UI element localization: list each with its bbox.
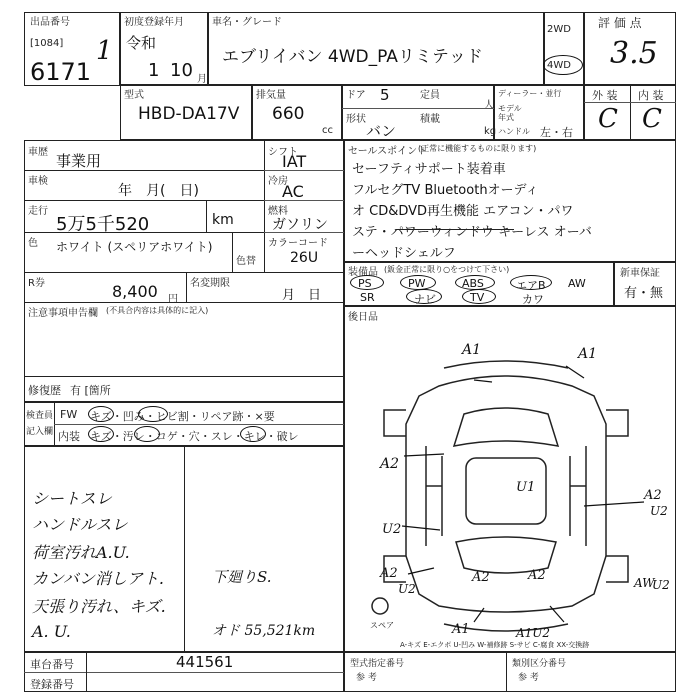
color-label: 色 [28, 238, 38, 249]
name-change-value: 月 日 [282, 288, 322, 303]
circle-ps [350, 275, 384, 290]
int-label: 内 装 [638, 89, 664, 102]
color-code-value: 26U [290, 250, 319, 266]
lot-mark: 1 [96, 36, 113, 66]
damage-mark: A2 [528, 568, 546, 583]
notes-line [24, 376, 344, 377]
circle-pw [400, 275, 436, 290]
mileage-label: 走行 [28, 206, 48, 217]
grade-divider [630, 84, 631, 140]
footer-divider [86, 652, 87, 692]
lot-label: 出品番号 [30, 17, 70, 28]
odo-note: オド 55,521km [212, 623, 316, 639]
door-unit: 人 [484, 100, 494, 111]
ext-label: 外 装 [592, 89, 618, 102]
type-label: 型式 [124, 90, 144, 101]
equip-kawa: カワ [522, 293, 544, 306]
notes-label: 注意事項申告欄 [28, 308, 98, 319]
int-circle-3 [240, 426, 266, 442]
damage-mark: U2 [652, 578, 670, 592]
color-code-label: カラーコード [268, 238, 328, 249]
footer-right-divider [506, 652, 507, 692]
form-label: 型式指定番号 [350, 659, 405, 669]
damage-mark: A2 [644, 488, 662, 503]
ac-line [264, 200, 344, 201]
color-divider [232, 232, 233, 272]
damage-legend: A-キズ E-エクボ U-凹み W-補修跡 S-サビ C-腐食 XX-交換跡 [400, 641, 590, 649]
lot-number: 6171 [30, 58, 92, 86]
name-change-label: 名変期限 [190, 278, 230, 289]
recycle-label: R券 [28, 278, 45, 289]
score-label: 評 価 点 [598, 16, 642, 30]
dealer-label: ディーラー・並行 [498, 89, 562, 98]
side-note: 下廻りS. [212, 568, 272, 586]
reg-month: 10 [170, 60, 193, 81]
equip-ps: PS [358, 277, 372, 290]
drive-4wd-circle [543, 55, 583, 75]
int-circle-2 [134, 426, 160, 442]
equip-sr: SR [360, 291, 375, 304]
equip-tv: TV [470, 291, 485, 304]
load-unit: kg [484, 126, 497, 137]
selling-points-sub: (正常に機能するものに限ります) [418, 144, 537, 153]
int-label-row: 内装 [58, 430, 80, 443]
body-label: 形状 [346, 114, 366, 125]
recycle-line [24, 302, 344, 303]
ext-grade: C [598, 104, 618, 134]
fw-circle-1 [88, 406, 114, 422]
fw-label: FW [60, 408, 78, 421]
equip-abs: ABS [462, 277, 484, 290]
door-divider [342, 108, 494, 109]
circle-abs [455, 275, 495, 290]
reg-era: 令和 [126, 34, 157, 52]
shift-value: IAT [282, 152, 307, 171]
usage-line [24, 170, 264, 171]
damage-mark: A2 [380, 566, 398, 581]
color-value: ホワイト (スペリアホワイト) [56, 240, 213, 254]
color-no-label: 色替 [236, 256, 256, 267]
class-ref: 参 考 [518, 673, 539, 683]
notes-sub: (不具合内容は具体的に記入) [106, 306, 209, 315]
history-label: 修復歴 [28, 384, 61, 397]
shift-line [264, 170, 344, 171]
damage-mark: U2 [382, 522, 402, 537]
equip-navi: ナビ [414, 293, 436, 306]
damage-mark: U1 [516, 480, 536, 495]
drive-2wd: 2WD [547, 24, 571, 35]
equip-aw: AW [568, 277, 586, 290]
damage-mark: A1 [452, 622, 470, 637]
ac-value: AC [282, 182, 304, 201]
usage-label: 車歴 [28, 147, 48, 158]
mileage-value: 5万5千520 [56, 214, 150, 235]
damage-mark: A1U2 [516, 626, 551, 640]
color-line [24, 272, 344, 273]
grade-hline [584, 102, 676, 103]
disp-value: 660 [272, 104, 305, 124]
model-year-label: モデル年式 [498, 104, 522, 122]
equip-airbag: エアB [516, 279, 546, 292]
fw-circle-2 [138, 406, 168, 422]
capacity-label: 定員 [420, 90, 440, 101]
reg-year: 1 [148, 60, 160, 81]
inspector-hline [54, 424, 344, 425]
damage-mark: AW [634, 576, 655, 590]
model-value: エブリイバン 4WD_PAリミテッド [222, 47, 483, 67]
equipment-label: 装備品 [348, 267, 378, 278]
diagram-label: 後日品 [348, 312, 378, 323]
selling-points-label: セールスポイント [348, 146, 428, 157]
int-circle-1 [88, 426, 114, 442]
damage-mark: U2 [650, 504, 668, 518]
damage-mark: A1 [462, 342, 482, 358]
notes-divider [184, 446, 185, 652]
selling-point-line: ーヘッドシェルフ [352, 246, 456, 261]
history-value: 有 [箇所 [70, 384, 111, 397]
equipment-sub: (鈑金正常に限り○をつけて下さい) [384, 265, 510, 274]
registration-label: 登録番号 [30, 678, 74, 691]
class-label: 類別区分番号 [512, 659, 567, 669]
equip-pw: PW [408, 277, 426, 290]
int-items: キズ・汚レ・コゲ・穴・スレ・キレ・破レ [90, 430, 299, 443]
shift-label: シフト [268, 147, 298, 158]
left-info-divider [264, 140, 265, 272]
footer-hline [24, 672, 344, 673]
model-label: 車名・グレード [212, 17, 282, 28]
selling-point-line: フルセグTV Bluetoothオーディ [352, 183, 539, 198]
chassis-value: 441561 [176, 653, 234, 671]
new-warranty-label: 新車保証 [620, 268, 660, 279]
selling-point-line: セーフティサポート装着車 [352, 162, 506, 177]
handwritten-note: シートスレ [32, 489, 112, 508]
circle-navi [406, 289, 442, 304]
selling-point-line: ステ・パワーウィンドウ キーレス オーバ [352, 225, 592, 240]
type-value: HBD-DA17V [138, 104, 240, 124]
fw-items: キズ・凹み・ヒビ割・リペア跡・×要 [90, 410, 275, 423]
handwritten-note: ハンドルスレ [32, 515, 128, 534]
recycle-value: 8,400 [112, 282, 158, 301]
new-warranty-value: 有・無 [624, 286, 664, 301]
strike-through [396, 229, 514, 230]
damage-mark: A2 [380, 456, 400, 472]
inspector-label-2: 記入欄 [26, 427, 54, 437]
body-value: バン [366, 122, 397, 140]
recycle-unit: 円 [168, 294, 178, 305]
damage-mark: U2 [398, 582, 416, 596]
mileage-unit: km [212, 212, 234, 228]
fuel-line [264, 232, 344, 233]
int-grade: C [642, 104, 662, 134]
fuel-value: ガソリン [272, 217, 328, 233]
circle-tv [462, 289, 496, 304]
ac-label: 冷房 [268, 176, 288, 187]
car-diagram [344, 306, 676, 652]
selling-point-line: オ CD&DVD再生機能 エアコン・パワ [352, 204, 574, 219]
mileage-divider [206, 200, 207, 232]
handwritten-note: 天張り汚れ、キズ. [32, 597, 166, 616]
inspector-label-1: 検査員 [26, 411, 54, 421]
damage-mark: A2 [472, 570, 490, 585]
handle-label: ハンドル [498, 127, 530, 136]
damage-mark: A1 [578, 346, 598, 362]
fuel-label: 燃料 [268, 206, 288, 217]
door-label: ドア [346, 90, 366, 101]
chassis-label: 車台番号 [30, 658, 74, 671]
handwritten-note: 荷室汚れA.U. [32, 543, 130, 562]
door-value: 5 [380, 86, 390, 104]
circle-airbag [510, 275, 552, 290]
mileage-line [24, 232, 264, 233]
form-ref: 参 考 [356, 673, 377, 683]
disp-unit: cc [322, 125, 333, 136]
drive-4wd: 4WD [547, 60, 571, 71]
inspect-label: 車検 [28, 176, 48, 187]
load-label: 積載 [420, 114, 440, 125]
disp-label: 排気量 [256, 90, 286, 101]
reg-label: 初度登録年月 [124, 17, 184, 28]
recycle-divider [186, 272, 187, 302]
usage-value: 事業用 [56, 152, 102, 170]
score-value: 3.5 [610, 36, 658, 71]
handwritten-note: カンバン消しアト. [32, 569, 164, 588]
handle-value: 左・右 [540, 126, 573, 139]
handwritten-note: A. U. [32, 622, 71, 641]
inspect-value: 年 月( 日) [118, 183, 199, 199]
spare-label: スペア [370, 621, 394, 630]
lot-small: [1084] [30, 38, 64, 49]
reg-month-unit: 月 [197, 74, 207, 85]
inspect-line [24, 200, 264, 201]
